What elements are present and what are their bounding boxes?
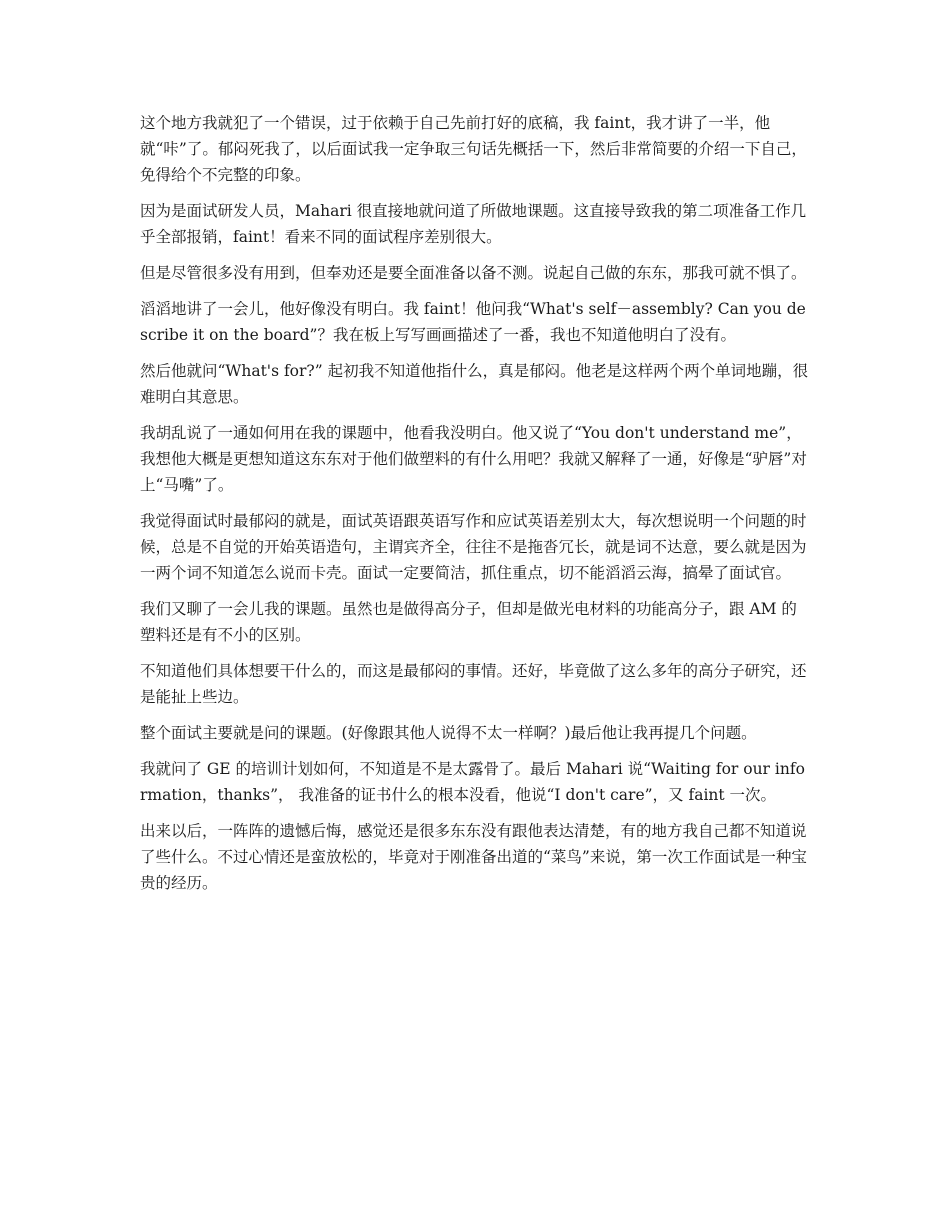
paragraph-7: 我觉得面试时最郁闷的就是，面试英语跟英语写作和应试英语差别太大，每次想说明一个问题的时候，总是不自觉的开始英语造句，主谓宾齐全，往往不是拖沓冗长，就是词不达意，要么就是因为一两个词不知道怎么说而卡壳。面试一定要简洁，抓住重点，切不能滔滔云海，搞晕了面试官。 [140,512,807,582]
paragraph-2: 因为是面试研发人员，Mahari 很直接地就问道了所做地课题。这直接导致我的第二项准备工作几乎全部报销，faint！看来不同的面试程序差别很大。 [140,202,807,246]
document-body [140,110,812,906]
paragraph-11: 我就问了 GE 的培训计划如何，不知道是不是太露骨了。最后 Mahari 说“Waiting for our information，thanks”， 我准备的证书什么的根本没看，他说“I don't care”，又 faint 一次。 [140,760,805,804]
paragraph-6: 我胡乱说了一通如何用在我的课题中，他看我没明白。他又说了“You don't understand me”， 我想他大概是更想知道这东东对于他们做塑料的有什么用吧？我就又解释了一通，好像是“驴唇”对上“马嘴”了。 [140,424,807,494]
paragraph-5: 然后他就问“What's for?” 起初我不知道他指什么，真是郁闷。他老是这样两个两个单词地蹦，很难明白其意思。 [140,362,809,406]
paragraph-3: 但是尽管很多没有用到，但奉劝还是要全面准备以备不测。说起自己做的东东，那我可就不惧了。 [140,264,807,282]
paragraph-8: 我们又聊了一会儿我的课题。虽然也是做得高分子，但却是做光电材料的功能高分子，跟 AM 的塑料还是有不小的区别。 [140,600,797,644]
paragraph-10: 整个面试主要就是问的课题。(好像跟其他人说得不太一样啊？)最后他让我再提几个问题。 [140,724,757,742]
paragraph-12: 出来以后，一阵阵的遗憾后悔，感觉还是很多东东没有跟他表达清楚，有的地方我自己都不知道说了些什么。不过心情还是蛮放松的，毕竟对于刚准备出道的“菜鸟”来说，第一次工作面试是一种宝贵的经历。 [140,822,807,892]
paragraph-9: 不知道他们具体想要干什么的，而这是最郁闷的事情。还好，毕竟做了这么多年的高分子研究，还是能扯上些边。 [140,662,807,706]
paragraph-1: 这个地方我就犯了一个错误，过于依赖于自己先前打好的底稿，我 faint，我才讲了一半，他就“咔”了。郁闷死我了，以后面试我一定争取三句话先概括一下，然后非常简要的介绍一下自己，免得给个不完整的印象。 [140,114,807,184]
paragraph-4: 滔滔地讲了一会儿，他好像没有明白。我 faint！他问我“What's self－assembly? Can you describe it on the board”？我在板上写写画画描述了一番，我也不知道他明白了没有。 [140,300,806,344]
